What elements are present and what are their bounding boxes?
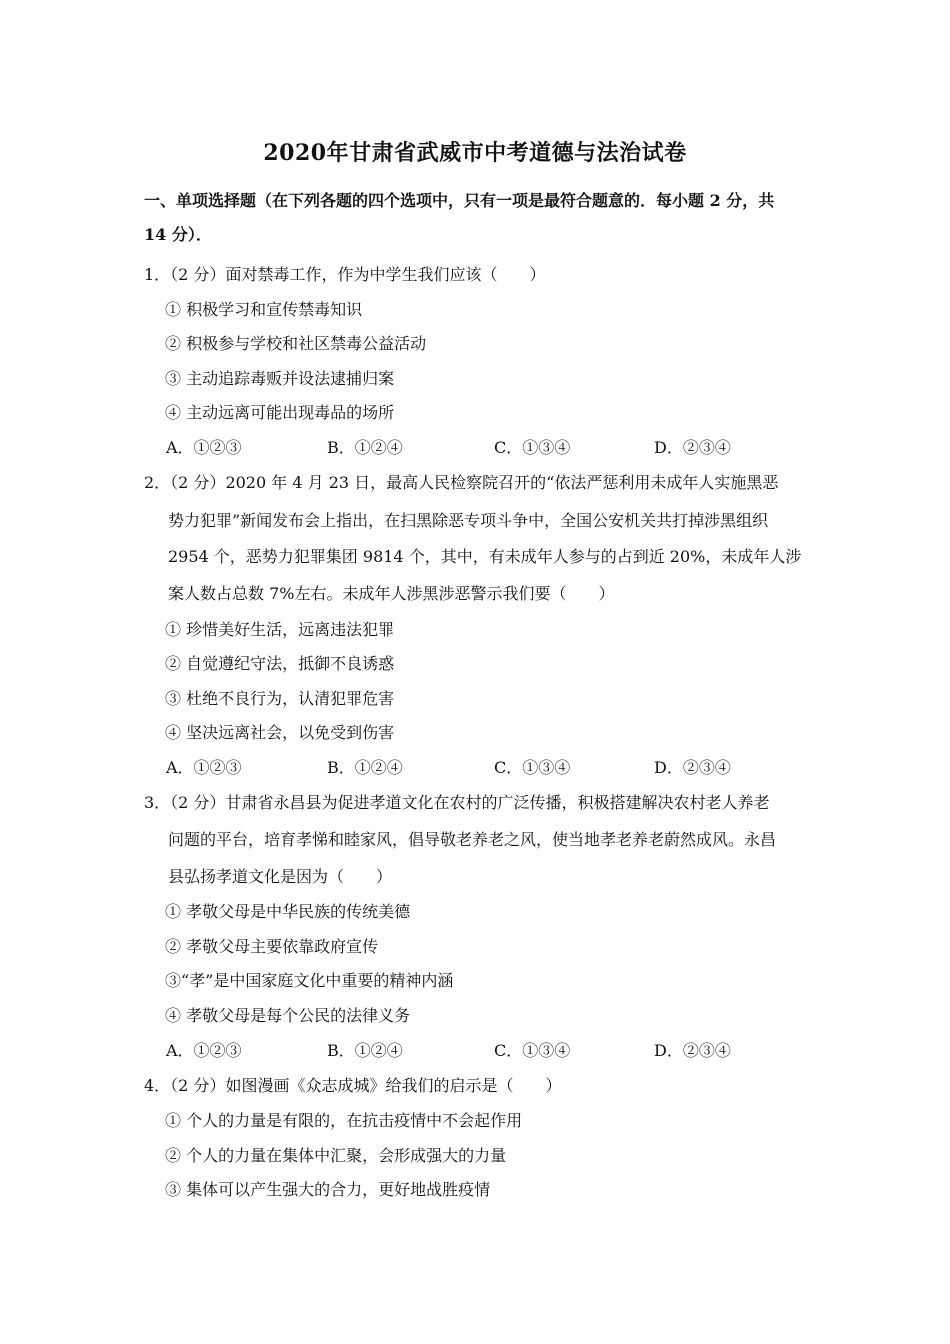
question-3-option-2: ② 孝敬父母主要依靠政府宣传 [165, 937, 379, 956]
question-2-choice-a: A．①②③ [166, 758, 242, 777]
question-2-option-3: ③ 杜绝不良行为，认清犯罪危害 [165, 689, 395, 708]
question-2-choice-c: C．①③④ [494, 758, 571, 777]
question-3-option-1: ① 孝敬父母是中华民族的传统美德 [165, 902, 411, 921]
question-2-option-2: ② 自觉遵纪守法，抵御不良诱惑 [165, 654, 395, 673]
question-2-stem-line-2: 势力犯罪”新闻发布会上指出，在扫黑除恶专项斗争中，全国公安机关共打掉涉黑组织 [168, 511, 769, 530]
question-3-stem-line-2: 问题的平台，培育孝悌和睦家风，倡导敬老养老之风，使当地孝老养老蔚然成风。永昌 [168, 830, 777, 849]
question-3-choice-a: A．①②③ [166, 1041, 242, 1060]
question-4-option-1: ① 个人的力量是有限的，在抗击疫情中不会起作用 [165, 1111, 523, 1130]
section-heading-line-2: 14 分）． [144, 225, 212, 244]
question-2-stem-line-1: 2．（2 分）2020 年 4 月 23 日，最高人民检察院召开的“依法严惩利用未成年人实施黑恶 [144, 473, 779, 492]
question-2-stem-line-4: 案人数占总数 7%左右。未成年人涉黑涉恶警示我们要（ ） [168, 584, 615, 603]
question-4-option-2: ② 个人的力量在集体中汇聚，会形成强大的力量 [165, 1146, 507, 1165]
question-2-option-4: ④ 坚决远离社会，以免受到伤害 [165, 723, 395, 742]
question-1-stem: 1．（2 分）面对禁毒工作，作为中学生我们应该（ ） [144, 265, 546, 284]
question-1-option-1: ① 积极学习和宣传禁毒知识 [165, 300, 363, 319]
question-3-option-3: ③“孝”是中国家庭文化中重要的精神内涵 [165, 971, 454, 990]
question-3-choice-c: C．①③④ [494, 1041, 571, 1060]
question-3-option-4: ④ 孝敬父母是每个公民的法律义务 [165, 1006, 411, 1025]
question-2-choice-b: B．①②④ [327, 758, 403, 777]
question-1-option-4: ④ 主动远离可能出现毒品的场所 [165, 403, 395, 422]
question-2-option-1: ① 珍惜美好生活，远离违法犯罪 [165, 620, 395, 639]
question-4-stem: 4．（2 分）如图漫画《众志成城》给我们的启示是（ ） [144, 1076, 562, 1095]
page-title: 2020年甘肃省武威市中考道德与法治试卷 [263, 140, 687, 166]
question-4-option-3: ③ 集体可以产生强大的合力，更好地战胜疫情 [165, 1180, 491, 1199]
question-1-option-3: ③ 主动追踪毒贩并设法逮捕归案 [165, 369, 395, 388]
question-3-stem-line-1: 3．（2 分）甘肃省永昌县为促进孝道文化在农村的广泛传播，积极搭建解决农村老人养老 [144, 793, 770, 812]
question-3-stem-line-3: 县弘扬孝道文化是因为（ ） [168, 867, 393, 886]
question-2-stem-line-3: 2954 个，恶势力犯罪集团 9814 个，其中，有未成年人参与的占到近 20%，未成年人涉 [168, 547, 802, 566]
question-3-choice-b: B．①②④ [327, 1041, 403, 1060]
question-1-choice-d: D．②③④ [654, 438, 731, 457]
question-3-choice-d: D．②③④ [654, 1041, 731, 1060]
question-1-choice-a: A．①②③ [166, 438, 242, 457]
section-heading [144, 184, 814, 252]
question-1-choice-b: B．①②④ [327, 438, 403, 457]
question-1-choice-c: C．①③④ [494, 438, 571, 457]
section-heading-line-1: 一、单项选择题（在下列各题的四个选项中，只有一项是最符合题意的．每小题 2 分，共 [144, 191, 775, 210]
question-1-option-2: ② 积极参与学校和社区禁毒公益活动 [165, 334, 427, 353]
question-2-choice-d: D．②③④ [654, 758, 731, 777]
